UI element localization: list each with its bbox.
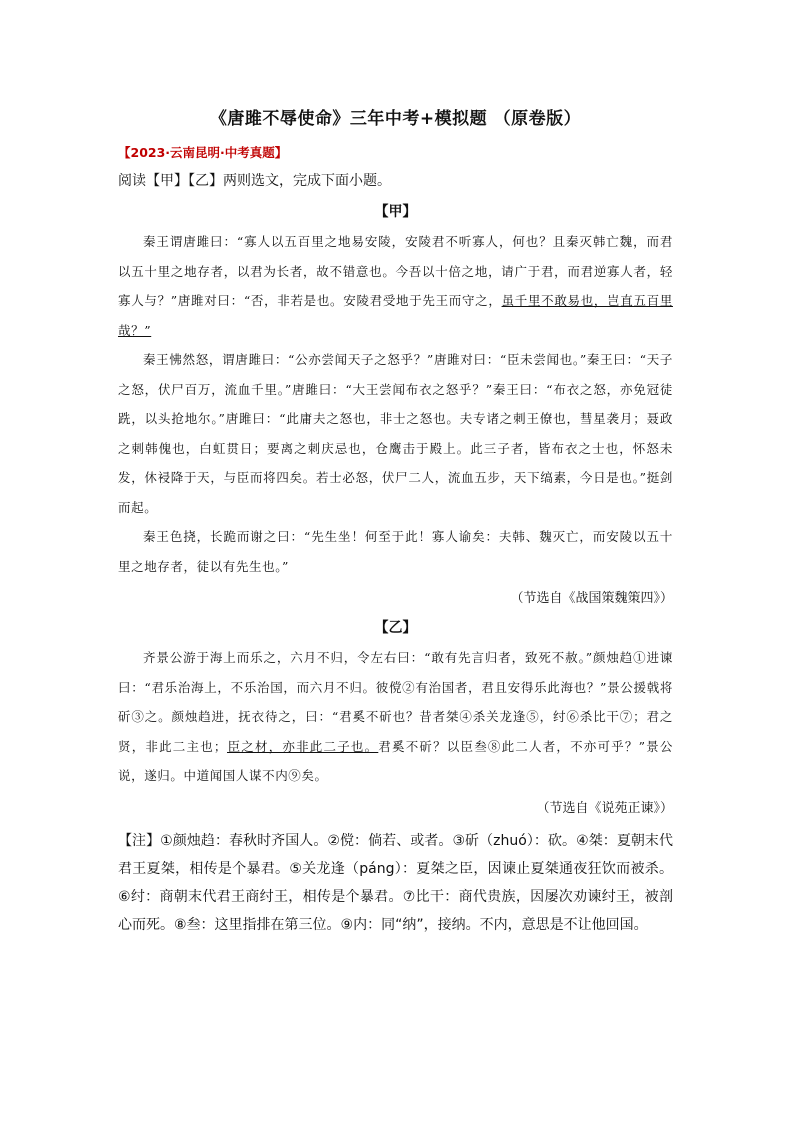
annotation-notes: 【注】①颜烛趋：春秋时齐国人。②傥：倘若、或者。③斫（zhuó）：砍。④桀：夏朝末代君王夏桀，相传是个暴君。⑤关龙逢（páng）：夏桀之臣，因谏止夏桀通夜狂饮而被杀。⑥纣：商朝末代君王商纣王，相传是个暴君。⑦比干：商代贵族，因屡次劝谏纣王，被剖心而死。⑧叁：这里指排在第三位。⑨内：同“纳”，接纳。不内，意思是不让他回国。 — [118, 832, 673, 933]
underlined-sentence-yi: 臣之材，亦非此二子也。 — [227, 738, 379, 754]
exam-source-tag: 【2023·云南昆明·中考真题】 — [118, 145, 288, 160]
reading-instruction: 阅读【甲】【乙】两则选文，完成下面小题。 — [118, 173, 391, 189]
passage-jia-heading: 【甲】 — [374, 204, 417, 220]
passage-yi-text-b: 君奚不斫？以臣叁⑧此二人者，不亦可乎？”景公说，遂归。中道闻国人谋不内⑨矣。 — [118, 738, 673, 783]
passage-jia-attribution: （节选自《战国策魏策四》） — [510, 591, 673, 606]
passage-yi-heading: 【乙】 — [374, 620, 417, 636]
underlined-sentence-jia: 虽千里不敢易也，岂直五百里哉？” — [118, 293, 673, 338]
passage-jia-paragraph-2: 秦王怫然怒，谓唐雎曰：“公亦尝闻天子之怒乎？”唐雎对曰：“臣未尝闻也。”秦王曰：“天子之怒，伏尸百万，流血千里。”唐雎曰：“大王尝闻布衣之怒乎？”秦王曰：“布衣之怒，亦免冠徒跣，以头抢地尔。”唐雎曰：“此庸夫之怒也，非士之怒也。夫专诸之刺王僚也，彗星袭月；聂政之刺韩傀也，白虹贯日；要离之刺庆忌也，仓鹰击于殿上。此三子者，皆布衣之士也，怀怒未发，休祲降于天，与臣而将四矣。若士必怒，伏尸二人，流血五步，天下缟素，今日是也。”挺剑而起。 — [118, 352, 673, 515]
passage-yi-attribution: （节选自《说苑正谏》） — [536, 800, 673, 816]
passage-jia-p1-text: 秦王谓唐雎曰：“寡人以五百里之地易安陵，安陵君不听寡人，何也？且秦灭韩亡魏，而君以五十里之地存者，以君为长者，故不错意也。今吾以十倍之地，请广于君，而君逆寡人者，轻寡人与？”唐雎对曰：“否，非若是也。安陵君受地于先王而守之， — [118, 234, 673, 308]
passage-yi-paragraph — [118, 643, 673, 791]
document-title: 《唐雎不辱使命》三年中考+模拟题 （原卷版） — [209, 109, 582, 129]
passage-jia — [118, 201, 673, 611]
passage-jia-paragraph-1 — [118, 227, 673, 345]
passage-yi — [118, 617, 673, 821]
passage-jia-paragraph-3: 秦王色挠，长跪而谢之曰：“先生坐！何至于此！寡人谕矣：夫韩、魏灭亡，而安陵以五十里之地存者，徒以有先生也。” — [118, 529, 673, 574]
document-page — [118, 100, 673, 939]
passage-yi-text-a: 齐景公游于海上而乐之，六月不归，令左右曰：“敢有先言归者，致死不赦。”颜烛趋①进谏曰：“君乐治海上，不乐治国，而六月不归。彼傥②有治国者，君且安得乐此海也？”景公援戟将斫③之。颜烛趋进，抚衣待之，曰：“君奚不斫也？昔者桀④杀关龙逢⑤，纣⑥杀比干⑦；君之贤，非此二主也； — [118, 650, 673, 754]
